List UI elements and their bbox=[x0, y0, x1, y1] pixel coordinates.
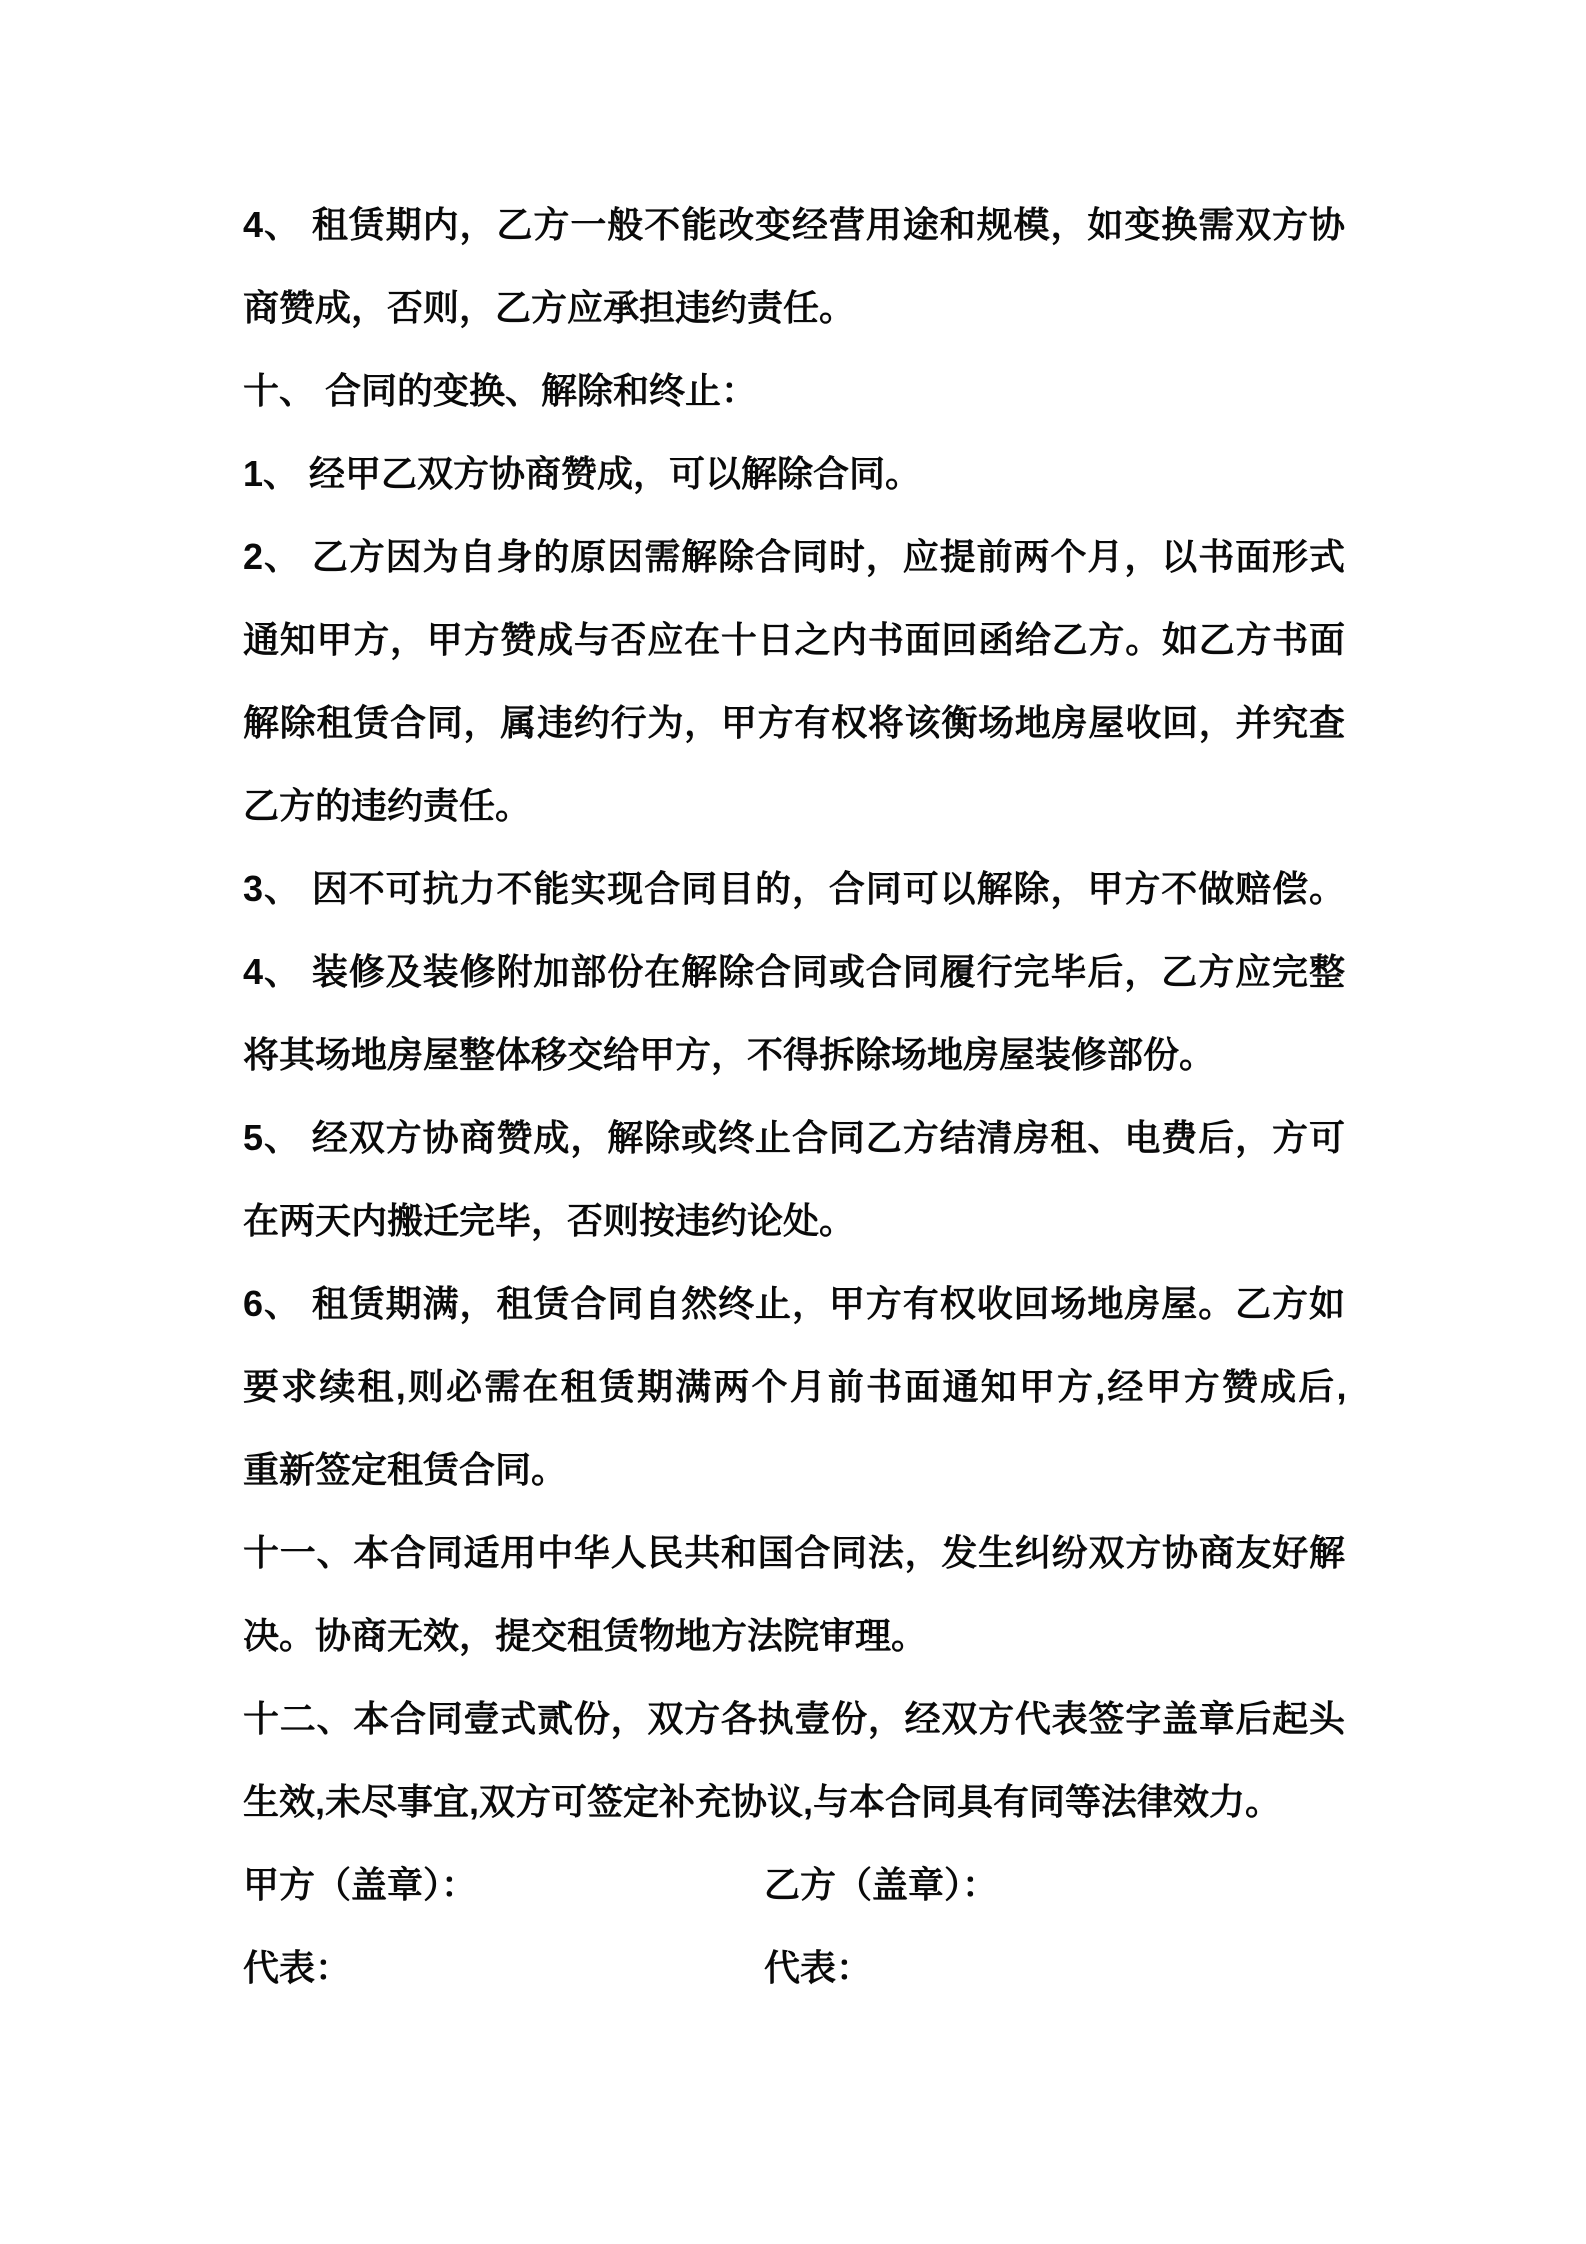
contract-line: 5、 经双方协商赞成，解除或终止合同乙方结清房租、电费后，方可 bbox=[243, 1117, 1345, 1158]
contract-section-heading: 十二、本合同壹式贰份，双方各执壹份，经双方代表签字盖章后起头 bbox=[243, 1698, 1345, 1739]
contract-text-column bbox=[243, 183, 1345, 2009]
contract-line: 2、 乙方因为自身的原因需解除合同时，应提前两个月，以书面形式 bbox=[243, 536, 1345, 577]
contract-line: 在两天内搬迁完毕，否则按违约论处。 bbox=[243, 1200, 856, 1241]
contract-line: 要求续租,则必需在租赁期满两个月前书面通知甲方,经甲方赞成后, bbox=[243, 1366, 1345, 1407]
contract-line: 将其场地房屋整体移交给甲方，不得拆除场地房屋装修部份。 bbox=[243, 1034, 1216, 1075]
party-a-representative-label: 代表： bbox=[243, 1947, 352, 1988]
contract-line: 重新签定租赁合同。 bbox=[243, 1449, 568, 1490]
contract-line: 4、 租赁期内，乙方一般不能改变经营用途和规模，如变换需双方协 bbox=[243, 204, 1345, 245]
party-a-seal-label: 甲方（盖章）： bbox=[243, 1864, 478, 1905]
contract-line: 解除租赁合同，属违约行为，甲方有权将该衡场地房屋收回，并究查 bbox=[243, 702, 1345, 743]
contract-line: 决。协商无效，提交租赁物地方法院审理。 bbox=[243, 1615, 928, 1656]
party-b-seal-label: 乙方（盖章）： bbox=[764, 1864, 999, 1905]
signature-representative-row bbox=[243, 1926, 1345, 2009]
contract-line: 4、 装修及装修附加部份在解除合同或合同履行完毕后，乙方应完整 bbox=[243, 951, 1345, 992]
contract-line: 6、 租赁期满，租赁合同自然终止，甲方有权收回场地房屋。乙方如 bbox=[243, 1283, 1345, 1324]
contract-section-heading: 十一、本合同适用中华人民共和国合同法，发生纠纷双方协商友好解 bbox=[243, 1532, 1345, 1573]
contract-section-heading: 十、 合同的变换、解除和终止： bbox=[243, 370, 758, 411]
party-b-representative-label: 代表： bbox=[764, 1947, 873, 1988]
contract-line: 商赞成，否则，乙方应承担违约责任。 bbox=[243, 287, 856, 328]
contract-line: 3、 因不可抗力不能实现合同目的，合同可以解除，甲方不做赔偿。 bbox=[243, 868, 1345, 909]
signature-seal-row bbox=[243, 1843, 1345, 1926]
contract-line: 通知甲方，甲方赞成与否应在十日之内书面回函给乙方。如乙方书面 bbox=[243, 619, 1345, 660]
contract-line: 生效,未尽事宜,双方可签定补充协议,与本合同具有同等法律效力。 bbox=[243, 1781, 1282, 1822]
contract-line: 1、 经甲乙双方协商赞成，可以解除合同。 bbox=[243, 453, 922, 494]
contract-line: 乙方的违约责任。 bbox=[243, 785, 532, 826]
